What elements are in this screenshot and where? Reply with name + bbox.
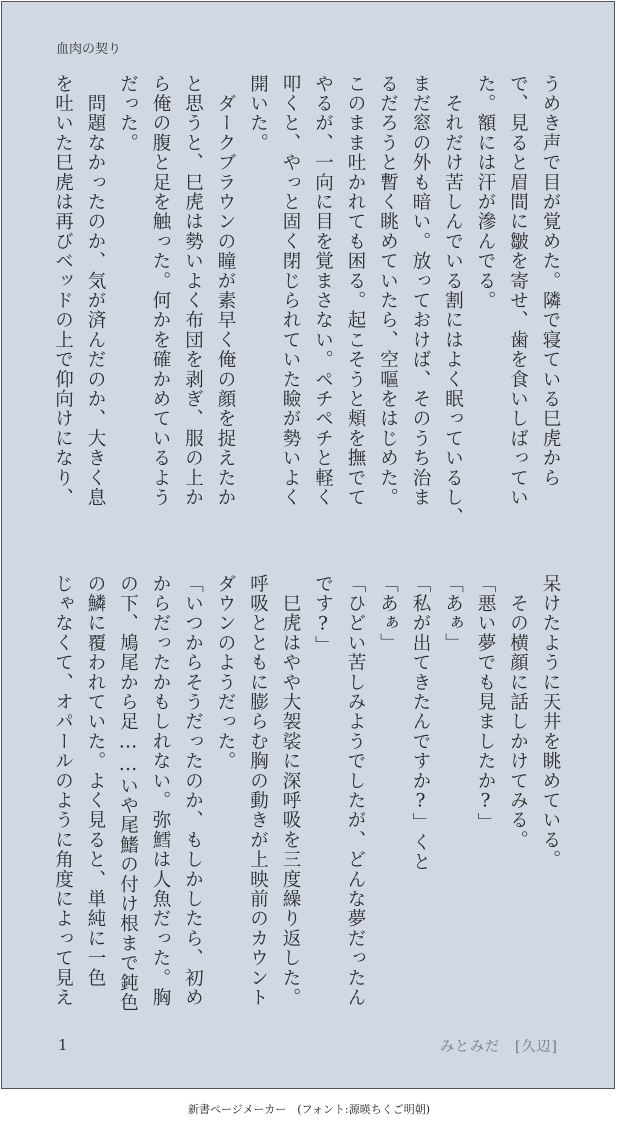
author-credit: みとみだ [久辺] (440, 1039, 558, 1055)
book-page (1, 1, 615, 1089)
body-text-lower: 呆けたように天井を眺めている。 その横顔に話しかけてみる。 「悪い夢でも見ましたか?」 「あぁ」 「私が出てきたんですか?」くと 「あぁ」 「ひどい苦しみようでしたが、どんな夢だったん です?」 巳虎はやや大袈裟に深呼吸を三度繰り返した。 呼吸とともに膨らむ胸の動きが上映前のカウント ダウンのようだった。 「いつからそうだったのか、もしかしたら、初め からだったかもしれない。弥鱈は人魚だった。胸 の下、鳩尾から足……いや尾鰭の付け根まで鈍色 の鱗に覆われていた。よく見ると、単純に一色 じゃなくて、オパールのように角度によって見え (52, 574, 561, 1013)
body-text-upper: うめき声で目が覚めた。隣で寝ている巳虎から で、見ると眉間に皺を寄せ、歯を食いしばってい た。額には汗が滲んでる。 それだけ苦しんでいる割にはよく眠っているし、 まだ窓の外も暗い。放っておけば、そのうち治ま るだろうと暫く眺めていたら、空嘔をはじめた。 このまま吐かれても困る。起こそうと頬を撫でて やるが、一向に目を覚まさない。ペチペチと軽く 叩くと、やっと固く閉じられていた瞼が勢いよく 開いた。 ダークブラウンの瞳が素早く俺の顔を捉えたか と思うと、巳虎は勢いよく布団を剥ぎ、服の上か ら俺の腹と足を触った。何かを確かめているよう だった。 問題なかったのか、気が済んだのか、大きく息 を吐いた巳虎は再びベッドの上で仰向けになり、 (52, 74, 561, 528)
chapter-title: 血肉の契り (56, 42, 122, 57)
generator-credit: 新書ページメーカー (フォント:源暎ちくご明朝) (188, 1103, 430, 1116)
page-number: 1 (58, 1036, 68, 1054)
